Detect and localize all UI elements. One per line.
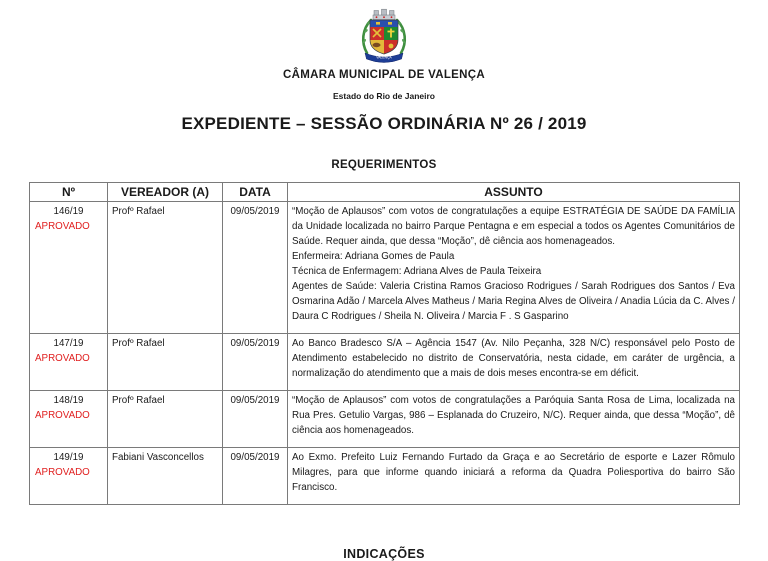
assunto-paragraph: Enfermeira: Adriana Gomes de Paula	[292, 251, 455, 262]
cell-vereador: Profº Rafael	[108, 391, 223, 448]
column-header-numero: Nº	[30, 183, 108, 202]
section-heading-indicacoes: INDICAÇÕES	[343, 547, 425, 561]
requerimento-number: 149/19	[53, 452, 84, 463]
requerimentos-table	[29, 182, 740, 505]
cell-numero	[30, 448, 108, 505]
page-title: EXPEDIENTE – SESSÃO ORDINÁRIA Nº 26 / 2019	[181, 114, 587, 133]
state-name: Estado do Rio de Janeiro	[332, 91, 436, 101]
column-header-assunto: ASSUNTO	[288, 183, 740, 202]
status-badge: APROVADO	[35, 467, 90, 478]
cell-numero	[30, 202, 108, 334]
crest-crown	[373, 9, 395, 19]
cell-assunto	[288, 334, 740, 391]
status-badge: APROVADO	[35, 410, 90, 421]
table-row	[30, 448, 740, 505]
cell-assunto	[288, 391, 740, 448]
crest-ribbon	[365, 53, 403, 63]
requerimentos-table-body	[30, 202, 740, 505]
table-header-row	[30, 183, 740, 202]
assunto-paragraph: Ao Banco Bradesco S/A – Agência 1547 (Av. Nilo Peçanha, 328 N/C) responsável pelo Posto de Atendimento estabelecido no distrito de Conservatória, nesta cidade, em caráter de urgência, a normalização do atendimento que a mais de dois meses encontra-se em déficit.	[292, 338, 735, 379]
status-badge: APROVADO	[35, 221, 90, 232]
organization-name: CÂMARA MUNICIPAL DE VALENÇA	[283, 69, 485, 81]
column-header-data: DATA	[223, 183, 288, 202]
cell-assunto	[288, 202, 740, 334]
requerimento-number: 146/19	[53, 206, 84, 217]
cell-vereador: Profº Rafael	[108, 334, 223, 391]
coat-of-arms-icon	[349, 7, 419, 65]
assunto-paragraph: Técnica de Enfermagem: Adriana Alves de Paula Teixeira	[292, 266, 542, 277]
cell-data: 09/05/2019	[223, 334, 288, 391]
status-badge: APROVADO	[35, 353, 90, 364]
assunto-paragraph: “Moção de Aplausos” com votos de congratulações a equipe ESTRATÉGIA DE SAÚDE DA FAMÍLIA da Unidade localizada no bairro Parque Pentagna e em especial a todos os Agentes Comunitários de Saúde. Requer ainda, que dessa “Moção”, dê ciência aos homenageados.	[292, 206, 735, 247]
assunto-paragraph: Agentes de Saúde: Valeria Cristina Ramos Gracioso Rodrigues / Sarah Rodrigues dos Santos / Eva Osmarina Adão / Marcela Alves Matheus / Maria Regina Alves de Oliveira / Anadia Lúcia da C. Alves / Daura C Rodrigues / Sheila N. Oliveira / Marcia F . S Gasparino	[292, 281, 735, 322]
cell-vereador: Fabiani Vasconcellos	[108, 448, 223, 505]
table-row	[30, 391, 740, 448]
table-row	[30, 334, 740, 391]
cell-numero	[30, 334, 108, 391]
column-header-vereador: VEREADOR (A)	[108, 183, 223, 202]
document-page	[0, 7, 768, 561]
assunto-paragraph: “Moção de Aplausos” com votos de congratulações a Paróquia Santa Rosa de Lima, localizada na Rua Pres. Getulio Vargas, 986 – Esplanada do Cruzeiro, N/C). Requer ainda, que dessa “Moção”, dê ciência aos homenageados.	[292, 395, 735, 436]
cell-data: 09/05/2019	[223, 202, 288, 334]
cell-data: 09/05/2019	[223, 448, 288, 505]
crest-shield	[370, 20, 398, 54]
assunto-paragraph: Ao Exmo. Prefeito Luiz Fernando Furtado da Graça e ao Secretário de esporte e Lazer Rômulo Milagres, para que informe quando iniciará a reforma da Quadra Poliesportiva do bairro São Francisco.	[292, 452, 735, 493]
cell-vereador: Profº Rafael	[108, 202, 223, 334]
section-heading-requerimentos: REQUERIMENTOS	[331, 159, 437, 171]
table-row	[30, 202, 740, 334]
cell-data: 09/05/2019	[223, 391, 288, 448]
svg-text:VALENÇA: VALENÇA	[376, 55, 392, 60]
requerimento-number: 147/19	[53, 338, 84, 349]
cell-assunto	[288, 448, 740, 505]
requerimento-number: 148/19	[53, 395, 84, 406]
cell-numero	[30, 391, 108, 448]
